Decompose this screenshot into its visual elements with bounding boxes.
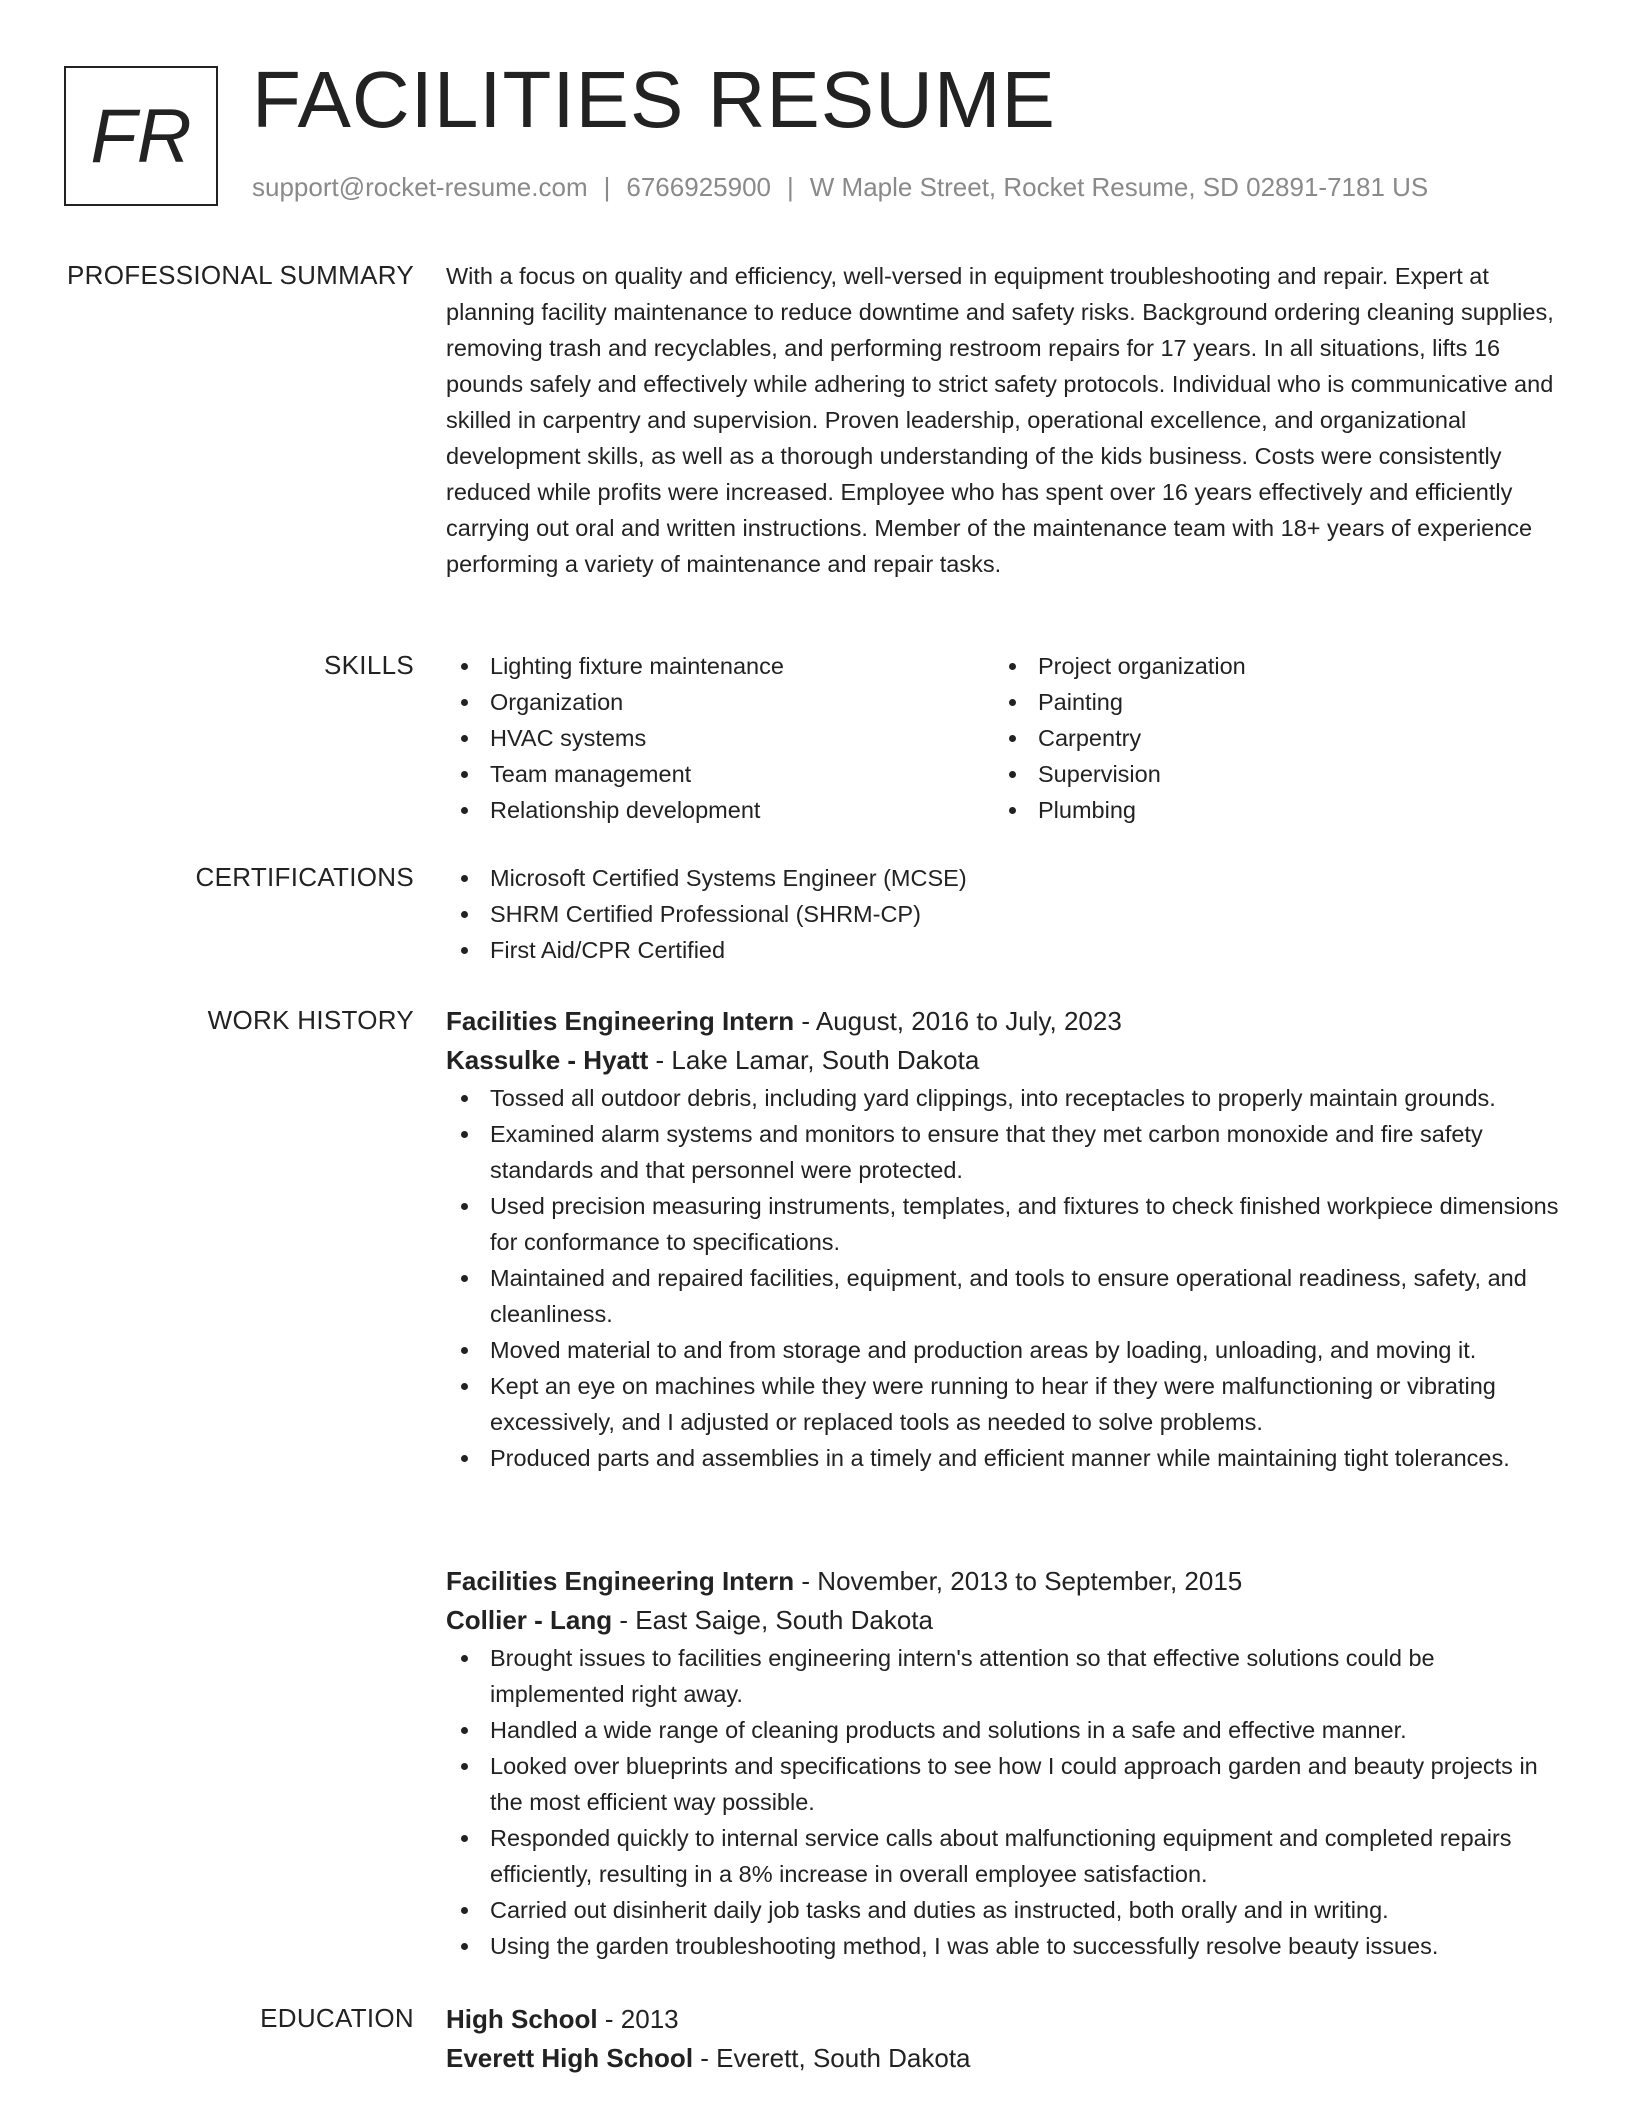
education-body — [446, 2000, 1566, 2078]
work-history-body — [446, 1002, 1566, 1476]
job-duty-item: Used precision measuring instruments, templates, and fixtures to check finished workpiece dimensions for conformance to specifications. — [446, 1188, 1566, 1260]
job-duties-list — [446, 1640, 1566, 1964]
job-title: Facilities Engineering Intern — [446, 1566, 795, 1596]
job-duty-item: Looked over blueprints and specifications to see how I could approach garden and beauty projects in the most efficient way possible. — [446, 1748, 1566, 1820]
skill-item: Organization — [446, 684, 994, 720]
skill-item: Relationship development — [446, 792, 994, 828]
certifications-heading: CERTIFICATIONS — [195, 862, 414, 892]
contact-email: support@rocket-resume.com — [252, 172, 588, 202]
skills-column — [994, 648, 1542, 828]
job-duty-item: Responded quickly to internal service calls about malfunctioning equipment and completed repairs efficiently, resulting in a 8% increase in overall employee satisfaction. — [446, 1820, 1566, 1892]
skill-item: Painting — [994, 684, 1542, 720]
skill-item: Project organization — [994, 648, 1542, 684]
job-entry — [446, 1002, 1566, 1476]
job-duty-item: Using the garden troubleshooting method, I was able to successfully resolve beauty issues. — [446, 1928, 1566, 1964]
education-heading: EDUCATION — [260, 2003, 414, 2033]
education-degree-line — [446, 2000, 1566, 2039]
job-duty-item: Brought issues to facilities engineering intern's attention so that effective solutions could be implemented right away. — [446, 1640, 1566, 1712]
job-location: - East Saige, South Dakota — [612, 1605, 933, 1635]
skill-item: Supervision — [994, 756, 1542, 792]
education-location: - Everett, South Dakota — [693, 2043, 971, 2073]
work-history-body — [446, 1562, 1566, 1964]
job-dates: - November, 2013 to September, 2015 — [794, 1566, 1243, 1596]
contact-separator: | — [603, 172, 611, 202]
contact-phone: 6766925900 — [626, 172, 771, 202]
education-degree: High School — [446, 2004, 598, 2034]
education-school-line — [446, 2039, 1566, 2078]
certification-item: Microsoft Certified Systems Engineer (MCSE) — [446, 860, 1566, 896]
education-year: - 2013 — [597, 2004, 679, 2034]
initials-monogram: FR — [64, 66, 218, 206]
certifications-body — [446, 860, 1566, 968]
job-company: Collier - Lang — [446, 1605, 613, 1635]
certification-item: SHRM Certified Professional (SHRM-CP) — [446, 896, 1566, 932]
job-dates: - August, 2016 to July, 2023 — [794, 1006, 1122, 1036]
certification-item: First Aid/CPR Certified — [446, 932, 1566, 968]
skills-column — [446, 648, 994, 828]
skill-item: Lighting fixture maintenance — [446, 648, 994, 684]
summary-heading: PROFESSIONAL SUMMARY — [67, 260, 414, 290]
skill-item: HVAC systems — [446, 720, 994, 756]
job-title-line — [446, 1002, 1566, 1041]
work-history-heading: WORK HISTORY — [207, 1005, 414, 1035]
certifications-list — [446, 860, 1566, 968]
job-title-line — [446, 1562, 1566, 1601]
job-company-line — [446, 1601, 1566, 1640]
job-duty-item: Maintained and repaired facilities, equipment, and tools to ensure operational readiness, safety, and cleanliness. — [446, 1260, 1566, 1332]
summary-body — [446, 258, 1566, 582]
job-duty-item: Tossed all outdoor debris, including yard clippings, into receptacles to properly maintain grounds. — [446, 1080, 1566, 1116]
skill-item: Carpentry — [994, 720, 1542, 756]
education-school: Everett High School — [446, 2043, 694, 2073]
job-company-line — [446, 1041, 1566, 1080]
job-duty-item: Kept an eye on machines while they were running to hear if they were malfunctioning or vibrating excessively, and I adjusted or replaced tools as needed to solve problems. — [446, 1368, 1566, 1440]
contact-line — [252, 172, 1428, 203]
job-duty-item: Produced parts and assemblies in a timely and efficient manner while maintaining tight tolerances. — [446, 1440, 1566, 1476]
resume-title: FACILITIES RESUME — [252, 55, 1056, 144]
job-duties-list — [446, 1080, 1566, 1476]
job-duty-item: Examined alarm systems and monitors to ensure that they met carbon monoxide and fire safety standards and that personnel were protected. — [446, 1116, 1566, 1188]
contact-separator: | — [787, 172, 794, 202]
skill-item: Team management — [446, 756, 994, 792]
skills-list — [446, 648, 1566, 828]
job-title: Facilities Engineering Intern — [446, 1006, 795, 1036]
skill-item: Plumbing — [994, 792, 1542, 828]
contact-address: W Maple Street, Rocket Resume, SD 02891-7181 US — [809, 172, 1429, 202]
job-entry — [446, 1562, 1566, 1964]
job-duty-item: Moved material to and from storage and production areas by loading, unloading, and moving it. — [446, 1332, 1566, 1368]
job-company: Kassulke - Hyatt — [446, 1045, 649, 1075]
job-duty-item: Handled a wide range of cleaning products and solutions in a safe and effective manner. — [446, 1712, 1566, 1748]
skills-heading: SKILLS — [324, 650, 414, 680]
summary-text: With a focus on quality and efficiency, well-versed in equipment troubleshooting and repair. Expert at planning facility maintenance to reduce downtime and safety risks. Background ordering cleaning supplies, removing trash and recyclables, and performing restroom repairs for 17 years. In all situations, lifts 16 pounds safely and effectively while adhering to strict safety protocols. Individual who is communicative and skilled in carpentry and supervision. Proven leadership, operational excellence, and organizational development skills, as well as a thorough understanding of the kids business. Costs were consistently reduced while profits were increased. Employee who has spent over 16 years effectively and efficiently carrying out oral and written instructions. Member of the maintenance team with 18+ years of experience performing a variety of maintenance and repair tasks. — [446, 263, 1554, 577]
job-location: - Lake Lamar, South Dakota — [648, 1045, 980, 1075]
job-duty-item: Carried out disinherit daily job tasks and duties as instructed, both orally and in writing. — [446, 1892, 1566, 1928]
